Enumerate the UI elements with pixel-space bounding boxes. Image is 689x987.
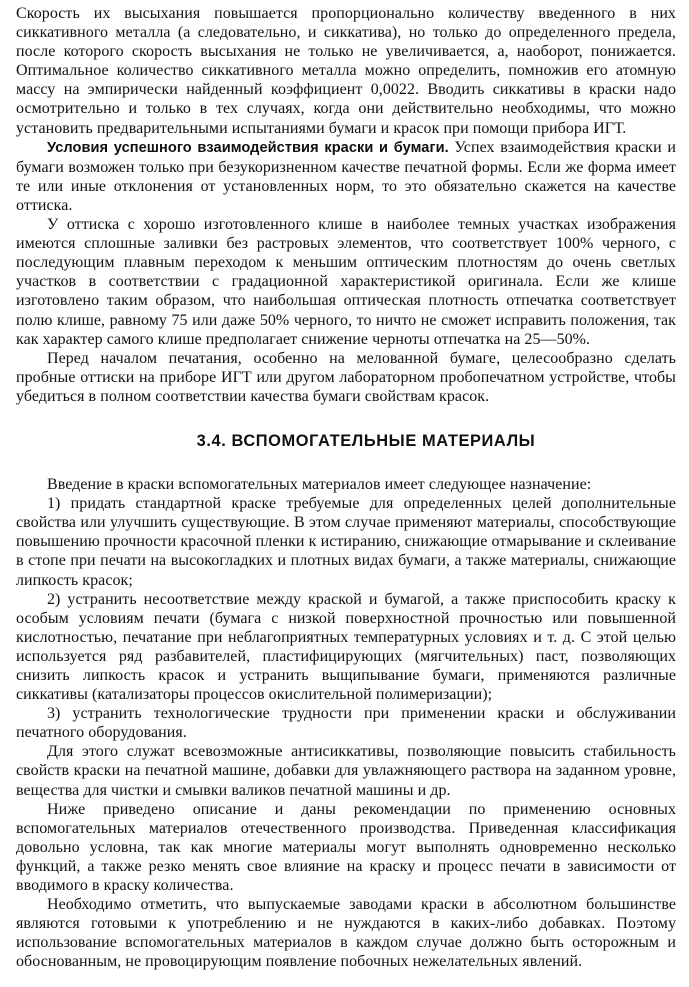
paragraph-description: Ниже приведено описание и даны рекомендации по применению основных вспомогательных материалов отечественного производства. Приведенная классификация довольно условна, так как многие материалы могут выполнять одновременно несколько функций, а также резко менять свое влияние на краску и процесс печати в зависимости от вводимого в краску количества. bbox=[16, 800, 676, 895]
paragraph-item-1: 1) придать стандартной краске требуемые для определенных целей дополнительные свойства или улучшить существующие. В этом случае применяют материалы, способствующие повышению прочности красочной пленки к истиранию, снижающие отмарывание и склеивание в стопе при печати на высокогладких и плотных видах бумаги, а также материалы, снижающие липкость красок; bbox=[16, 495, 676, 589]
section-heading: 3.4. ВСПОМОГАТЕЛЬНЫЕ МАТЕРИАЛЫ bbox=[196, 431, 536, 450]
document-page bbox=[16, 4, 676, 972]
paragraph-caution: Необходимо отметить, что выпускаемые заводами краски в абсолютном большинстве являются готовыми к употреблению и не нуждаются в каких-либо добавках. Поэтому использование вспомогательных материалов в каждом случае должно быть осторожным и обоснованным, не провоцирующим появление побочных нежелательных явлений. bbox=[16, 896, 676, 971]
paragraph-test-prints: Перед началом печатания, особенно на мелованной бумаге, целесообразно сделать пробные оттиски на приборе ИГТ или другом лабораторном пробопечатном устройстве, чтобы убедиться в полном соответствии качества бумаги свойствам красок. bbox=[16, 349, 676, 405]
paragraph-cliche: У оттиска с хорошо изготовленного клише в наиболее темных участках изображения имеются сплошные заливки без растровых элементов, что соответствует 100% черного, с последующим плавным переходом к меньшим оптическим плотностям до очень светлых участков в соответствии с градационной характеристикой оригинала. Если же клише изготовлено таким образом, что наибольшая оптическая плотность отпечатка соответствует полю клише, равному 75 или даже 50% черного, то ничто не сможет исправить положения, так как характер самого клише предполагает снижение черноты отпечатка на 25—50%. bbox=[16, 216, 676, 348]
paragraph-conditions bbox=[16, 138, 676, 215]
paragraph-antisiccatives: Для этого служат всевозможные антисиккативы, позволяющие повысить стабильность свойств краски на печатной машине, добавки для увлажняющего раствора на заданном уровне, вещества для чистки и смывки валиков печатной машины и др. bbox=[16, 743, 676, 799]
paragraph-drying-speed: Скорость их высыхания повышается пропорционально количеству введенного в них сиккативного металла (а следовательно, и сиккатива), но только до определенного предела, после которого скорость высыхания не только не увеличивается, а, наоборот, понижается. Оптимальное количество сиккативного металла можно определить, помножив его атомную массу на эмпирически найденный коэффициент 0,0022. Вводить сиккативы в краски надо осмотрительно и только в тех случаях, когда они действительно необходимы, что можно установить предварительными испытаниями бумаги и красок при помощи прибора ИГТ. bbox=[16, 5, 676, 137]
paragraph-item-2: 2) устранить несоответствие между краской и бумагой, а также приспособить краску к особым условиям печати (бумага с низкой поверхностной прочностью или повышенной кислотностью, печатание при неблагоприятных температурных условиях и т. д. С этой целью используется ряд разбавителей, пластифицирующих (мягчительных) паст, позволяющих снизить липкость красок и устранить выщипывание бумаги, применяются различные сиккативы (катализаторы процессов окислительной полимеризации); bbox=[16, 590, 676, 704]
conditions-lead: Условия успешного взаимодействия краски и бумаги. bbox=[47, 139, 449, 156]
paragraph-item-3: 3) устранить технологические трудности при применении краски и обслуживании печатного оборудования. bbox=[16, 705, 676, 742]
conditions-text: Успех взаимодействия краски и бумаги возможен только при безукоризненном качестве печатной формы. Если же форма имеет те или иные отклонения от установленных норм, то это обязательно скажется на качестве оттиска. bbox=[16, 138, 676, 214]
paragraph-intro: Введение в краски вспомогательных материалов имеет следующее назначение: bbox=[47, 476, 592, 494]
